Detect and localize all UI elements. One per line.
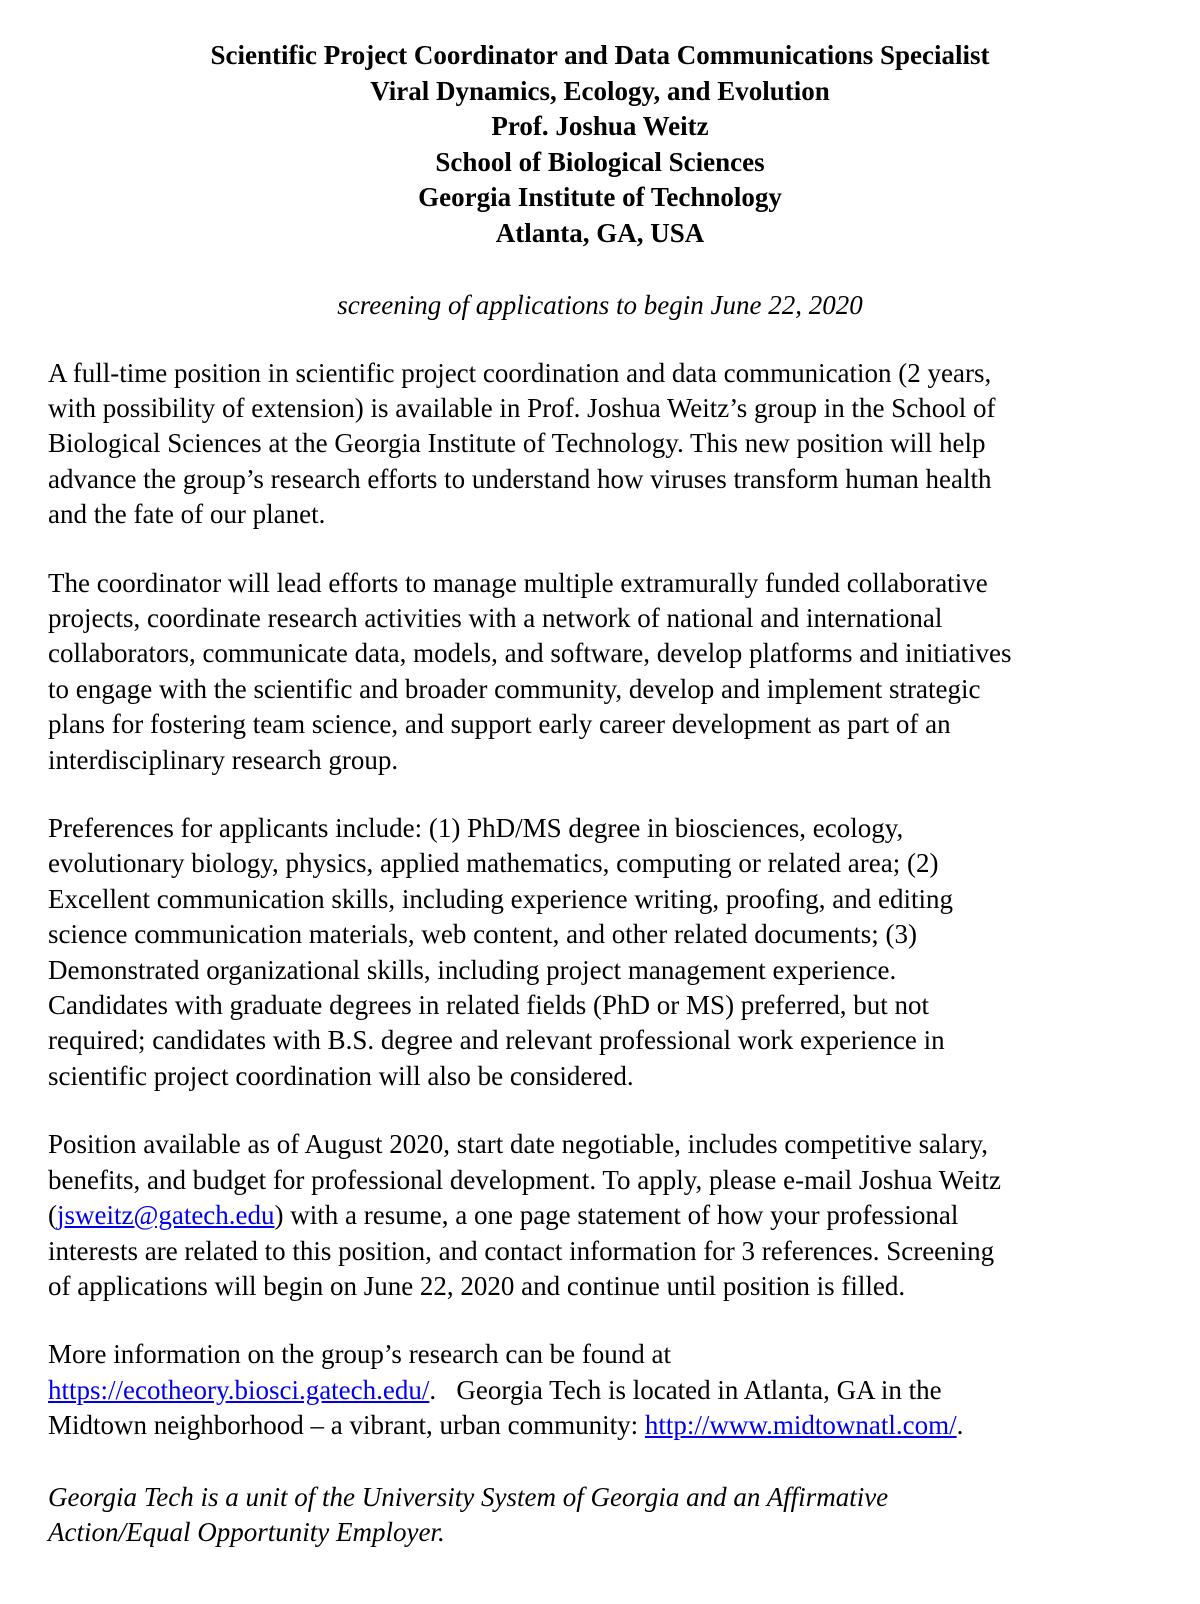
- paragraph-line: [48, 1408, 1152, 1443]
- paragraph-line: and the fate of our planet.: [48, 499, 326, 530]
- paragraph-how-to-apply: [48, 1127, 1152, 1304]
- school-name: School of Biological Sciences: [435, 146, 765, 177]
- paragraph-line: Demonstrated organizational skills, including project management experience.: [48, 954, 897, 985]
- screening-note: screening of applications to begin June 22, 2020: [337, 289, 863, 320]
- document-header: [48, 38, 1152, 252]
- paragraph-line: interests are related to this position, and contact information for 3 references. Screening: [48, 1235, 995, 1266]
- paragraph-line: benefits, and budget for professional development. To apply, please e-mail Joshua Weitz: [48, 1164, 1001, 1195]
- group-name: Viral Dynamics, Ecology, and Evolution: [370, 75, 830, 106]
- paragraph-line: Candidates with graduate degrees in related fields (PhD or MS) preferred, but not: [48, 990, 929, 1021]
- footer-line: Georgia Tech is a unit of the University System of Georgia and an Affirmative: [48, 1481, 889, 1512]
- location: Atlanta, GA, USA: [495, 217, 705, 248]
- paragraph-line: The coordinator will lead efforts to manage multiple extramurally funded collaborative: [48, 567, 988, 598]
- paragraph-preferences: [48, 811, 1152, 1094]
- paragraph-line: plans for fostering team science, and support early career development as part of an: [48, 709, 951, 740]
- paragraph-line: [48, 1373, 1152, 1408]
- paragraph-line: of applications will begin on June 22, 2020 and continue until position is filled.: [48, 1270, 906, 1301]
- midtown-website-link[interactable]: http://www.midtownatl.com/: [644, 1410, 957, 1441]
- research-website-link[interactable]: https://ecotheory.biosci.gatech.edu/: [48, 1374, 430, 1405]
- paragraph-text: Midtown neighborhood – a vibrant, urban community:: [48, 1410, 645, 1441]
- paragraph-line: evolutionary biology, physics, applied mathematics, computing or related area; (2): [48, 848, 939, 879]
- paragraph-text: . Georgia Tech is located in Atlanta, GA in the: [429, 1374, 942, 1405]
- paragraph-line: required; candidates with B.S. degree and relevant professional work experience in: [48, 1025, 945, 1056]
- paragraph-line: [48, 1198, 1152, 1233]
- paragraph-line: Biological Sciences at the Georgia Institute of Technology. This new position will help: [48, 428, 986, 459]
- paragraph-line: Excellent communication skills, including experience writing, proofing, and editing: [48, 883, 954, 914]
- paragraph-line: Position available as of August 2020, start date negotiable, includes competitive salary,: [48, 1129, 989, 1160]
- paragraph-line: A full-time position in scientific project coordination and data communication (2 years,: [48, 357, 992, 388]
- pi-name: Prof. Joshua Weitz: [491, 111, 709, 142]
- paragraph-more-info: [48, 1337, 1152, 1443]
- paragraph-line: interdisciplinary research group.: [48, 744, 399, 775]
- paragraph-text: ) with a resume, a one page statement of how your professional: [274, 1200, 959, 1231]
- paragraph-line: scientific project coordination will also be considered.: [48, 1060, 634, 1091]
- paragraph-line: Preferences for applicants include: (1) PhD/MS degree in biosciences, ecology,: [48, 813, 904, 844]
- email-link[interactable]: jsweitz@gatech.edu: [57, 1200, 275, 1231]
- institute-name: Georgia Institute of Technology: [418, 182, 782, 213]
- paragraph-line: collaborators, communicate data, models, and software, develop platforms and initiatives: [48, 638, 1012, 669]
- paragraph-line: advance the group’s research efforts to understand how viruses transform human health: [48, 463, 992, 494]
- footer-line: Action/Equal Opportunity Employer.: [48, 1516, 445, 1547]
- paragraph-line: projects, coordinate research activities with a network of national and international: [48, 603, 943, 633]
- paragraph-line: More information on the group’s research can be found at: [48, 1339, 672, 1370]
- paragraph-line: with possibility of extension) is available in Prof. Joshua Weitz’s group in the School of: [48, 392, 996, 423]
- eeo-statement: [48, 1480, 1152, 1550]
- paragraph-position-overview: [48, 356, 1152, 533]
- open-paren: (: [48, 1200, 57, 1231]
- paragraph-responsibilities: [48, 566, 1152, 778]
- paragraph-line: to engage with the scientific and broader community, develop and implement strategic: [48, 673, 981, 704]
- job-title: Scientific Project Coordinator and Data Communications Specialist: [210, 40, 990, 70]
- paragraph-line: science communication materials, web content, and other related documents; (3): [48, 919, 917, 950]
- period: .: [956, 1410, 964, 1441]
